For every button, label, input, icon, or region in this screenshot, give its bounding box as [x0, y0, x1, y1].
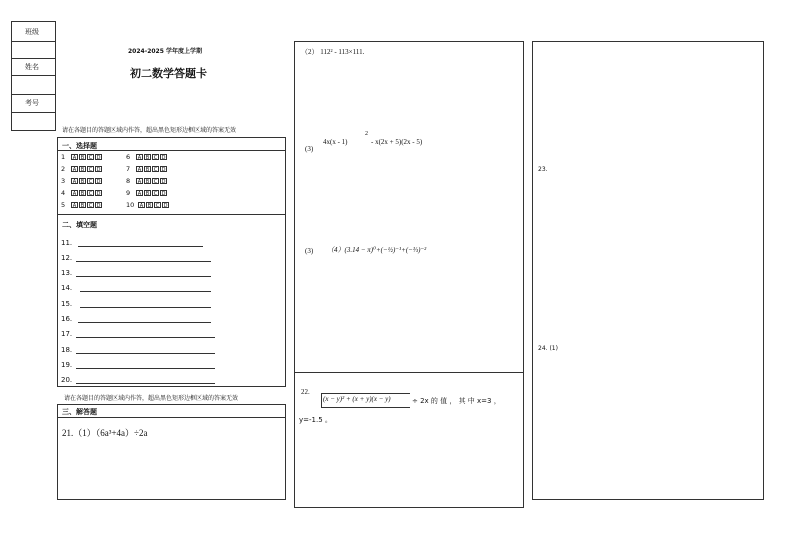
notice-text: 请在各题目的答题区域内作答，超出黑色矩形边框区域的答案无效	[62, 127, 237, 134]
question-4-label: (3)	[305, 247, 314, 255]
question-22-rest: ÷ 2x 的 值 ， 其 中 x=3 ，	[412, 397, 501, 405]
choice-row-7[interactable]: 7 A B C D	[126, 165, 166, 173]
choice-row-6[interactable]: 6 A B C D	[126, 153, 166, 161]
answer-line-20[interactable]	[76, 383, 215, 384]
divider	[58, 417, 285, 418]
fill-item-13: 13.	[61, 269, 73, 277]
answer-line-19[interactable]	[76, 368, 215, 369]
fill-item-16: 16.	[61, 315, 73, 323]
divider	[12, 112, 55, 113]
answer-line-13[interactable]	[76, 276, 211, 277]
term-label: 2024-2025 学年度上学期	[128, 48, 202, 55]
choice-row-9[interactable]: 9 A B C D	[126, 189, 166, 197]
divider	[295, 372, 523, 373]
divider	[12, 58, 55, 59]
answer-line-17[interactable]	[76, 337, 215, 338]
choice-row-10[interactable]: 10 A B C D	[126, 201, 168, 209]
question-3-exponent: 2	[365, 131, 368, 137]
fill-item-11: 11.	[61, 239, 73, 247]
right-answer-box	[532, 41, 764, 500]
choice-section-title: 一、选择题	[62, 142, 97, 150]
divider	[58, 214, 285, 215]
fill-item-15: 15.	[61, 300, 73, 308]
choice-row-3[interactable]: 3 A B C D	[61, 177, 101, 185]
choice-row-8[interactable]: 8 A B C D	[126, 177, 166, 185]
fill-item-14: 14.	[61, 284, 73, 292]
divider	[12, 41, 55, 42]
notice-text: 请在各题目的答题区域内作答，超出黑色矩形边框区域的答案无效	[64, 395, 239, 402]
choice-row-4[interactable]: 4 A B C D	[61, 189, 101, 197]
divider	[12, 94, 55, 95]
answer-line-11[interactable]	[78, 246, 203, 247]
choice-row-1[interactable]: 1 A B C D	[61, 153, 101, 161]
choice-fill-box	[57, 137, 286, 387]
question-21-1: 21.（1）（6a³+4a）÷2a	[62, 428, 148, 438]
choice-row-5[interactable]: 5 A B C D	[61, 201, 101, 209]
fill-item-20: 20.	[61, 376, 73, 384]
fill-section-title: 二、填空题	[62, 221, 97, 229]
answer-line-14[interactable]	[80, 291, 211, 292]
middle-answer-box	[294, 41, 524, 508]
answer-line-15[interactable]	[80, 307, 211, 308]
question-3-rest: - x(2x + 5)(2x - 5)	[371, 138, 423, 146]
question-24-1: 24. (1)	[538, 345, 558, 352]
question-22-expr: (x − y)² + (x + y)(x − y)	[323, 395, 391, 403]
exam-no-label: 考号	[25, 99, 39, 107]
answer-line-18[interactable]	[76, 353, 215, 354]
question-22-line-2: y=-1.5 。	[299, 416, 332, 424]
divider	[58, 150, 285, 151]
fill-item-19: 19.	[61, 361, 73, 369]
answer-section-title: 三、解答题	[62, 408, 97, 416]
question-4-expr: （4）(3.14 − π)⁰+(−½)⁻¹+(−⅓)⁻²	[327, 246, 427, 254]
divider	[12, 75, 55, 76]
class-label: 班级	[25, 28, 39, 36]
answer-line-16[interactable]	[78, 322, 211, 323]
name-label: 姓名	[25, 63, 39, 71]
student-info-box	[11, 21, 56, 131]
choice-row-2[interactable]: 2 A B C D	[61, 165, 101, 173]
answer-section-box	[57, 404, 286, 500]
question-23: 23.	[538, 166, 548, 173]
question-3-expr: 4x(x - 1)	[323, 138, 348, 146]
question-3-label: (3)	[305, 145, 314, 153]
fill-item-17: 17.	[61, 330, 73, 338]
question-2: （2） 112² - 113×111.	[301, 48, 365, 56]
page-title: 初二数学答题卡	[130, 67, 207, 80]
question-22-number: 22.	[301, 388, 310, 396]
fill-item-12: 12.	[61, 254, 73, 262]
answer-line-12[interactable]	[76, 261, 211, 262]
fill-item-18: 18.	[61, 346, 73, 354]
